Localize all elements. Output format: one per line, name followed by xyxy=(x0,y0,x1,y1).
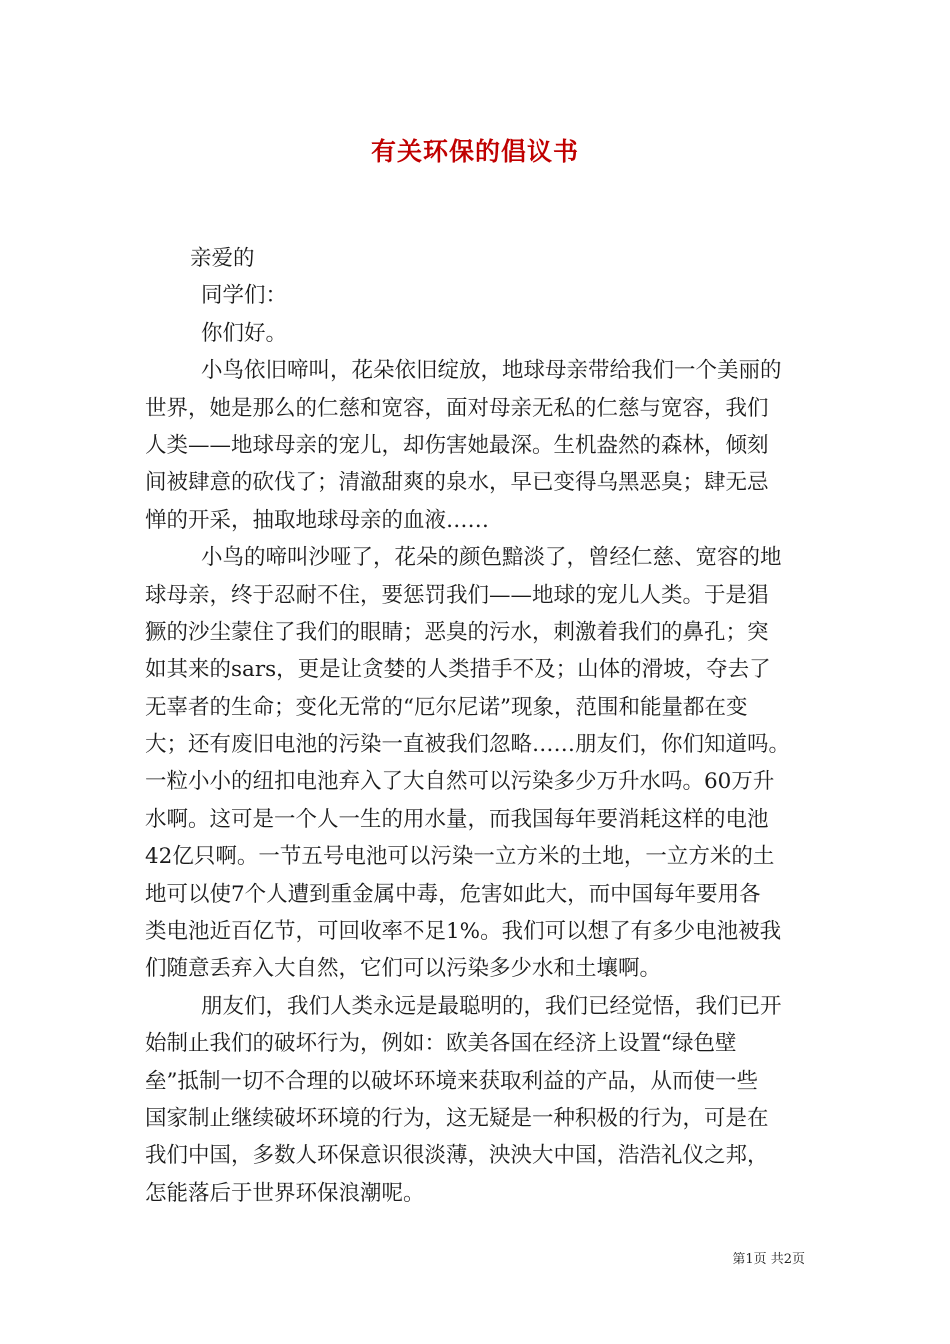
greeting-line: 亲爱的 xyxy=(190,246,255,271)
paragraph-line: 獗的沙尘蒙住了我们的眼睛；恶臭的污水，刺激着我们的鼻孔；突 xyxy=(145,619,769,645)
paragraph xyxy=(145,539,807,988)
paragraph-line: 如其来的sars，更是让贪婪的人类措手不及；山体的滑坡，夺去了 xyxy=(145,657,771,683)
paragraph-line: 国家制止继续破坏环境的行为，这无疑是一种积极的行为，可是在 xyxy=(145,1105,769,1131)
paragraph-line: 无辜者的生命；变化无常的“厄尔尼诺”现象，范围和能量都在变 xyxy=(145,694,748,720)
paragraph-line: 小鸟的啼叫沙哑了，花朵的颜色黯淡了，曾经仁慈、宽容的地 xyxy=(201,545,782,571)
paragraph-line: 类电池近百亿节，可回收率不足1%。我们可以想了有多少电池被我 xyxy=(145,919,782,945)
greeting-line: 同学们： xyxy=(201,283,288,309)
document-body xyxy=(145,240,807,1212)
paragraph-line: 球母亲，终于忍耐不住，要惩罚我们——地球的宠儿人类。于是猖 xyxy=(145,582,769,608)
paragraph-line: 朋友们，我们人类永远是最聪明的，我们已经觉悟，我们已开 xyxy=(201,993,782,1019)
paragraph-line: 垒”抵制一切不合理的以破坏环境来获取利益的产品，从而使一些 xyxy=(145,1068,758,1094)
paragraph xyxy=(145,352,807,539)
paragraph-line: 惮的开采，抽取地球母亲的血液…… xyxy=(145,507,490,533)
paragraph-line: 水啊。这可是一个人一生的用水量，而我国每年要消耗这样的电池 xyxy=(145,806,769,832)
paragraph-line: 间被肆意的砍伐了；清澈甜爽的泉水，早已变得乌黑恶臭；肆无忌 xyxy=(145,470,769,496)
paragraph-line: 大；还有废旧电池的污染一直被我们忽略……朋友们，你们知道吗。 xyxy=(145,732,791,758)
paragraph-line: 一粒小小的纽扣电池弃入了大自然可以污染多少万升水吗。60万升 xyxy=(145,769,775,795)
paragraph-line: 怎能落后于世界环保浪潮呢。 xyxy=(145,1180,425,1206)
paragraph-line: 人类——地球母亲的宠儿，却伤害她最深。生机盎然的森林，倾刻 xyxy=(145,432,769,458)
paragraph-line: 小鸟依旧啼叫，花朵依旧绽放，地球母亲带给我们一个美丽的 xyxy=(201,358,782,384)
paragraph-line: 世界，她是那么的仁慈和宽容，面对母亲无私的仁慈与宽容，我们 xyxy=(145,395,769,421)
paragraph-line: 们随意丢弃入大自然，它们可以污染多少水和土壤啊。 xyxy=(145,956,662,982)
paragraph xyxy=(145,988,807,1212)
paragraph-line: 地可以使7个人遭到重金属中毒，危害如此大，而中国每年要用各 xyxy=(145,881,761,907)
paragraph-line: 42亿只啊。一节五号电池可以污染一立方米的土地，一立方米的土 xyxy=(145,844,775,870)
greeting-line: 你们好。 xyxy=(201,320,288,346)
paragraph-line: 我们中国，多数人环保意识很淡薄，泱泱大中国，浩浩礼仪之邦， xyxy=(145,1143,769,1169)
document-title: 有关环保的倡议书 xyxy=(370,137,579,166)
paragraph-line: 始制止我们的破坏行为，例如：欧美各国在经济上设置“绿色壁 xyxy=(145,1031,737,1057)
page-number: 第1页 共2页 xyxy=(732,1252,805,1267)
